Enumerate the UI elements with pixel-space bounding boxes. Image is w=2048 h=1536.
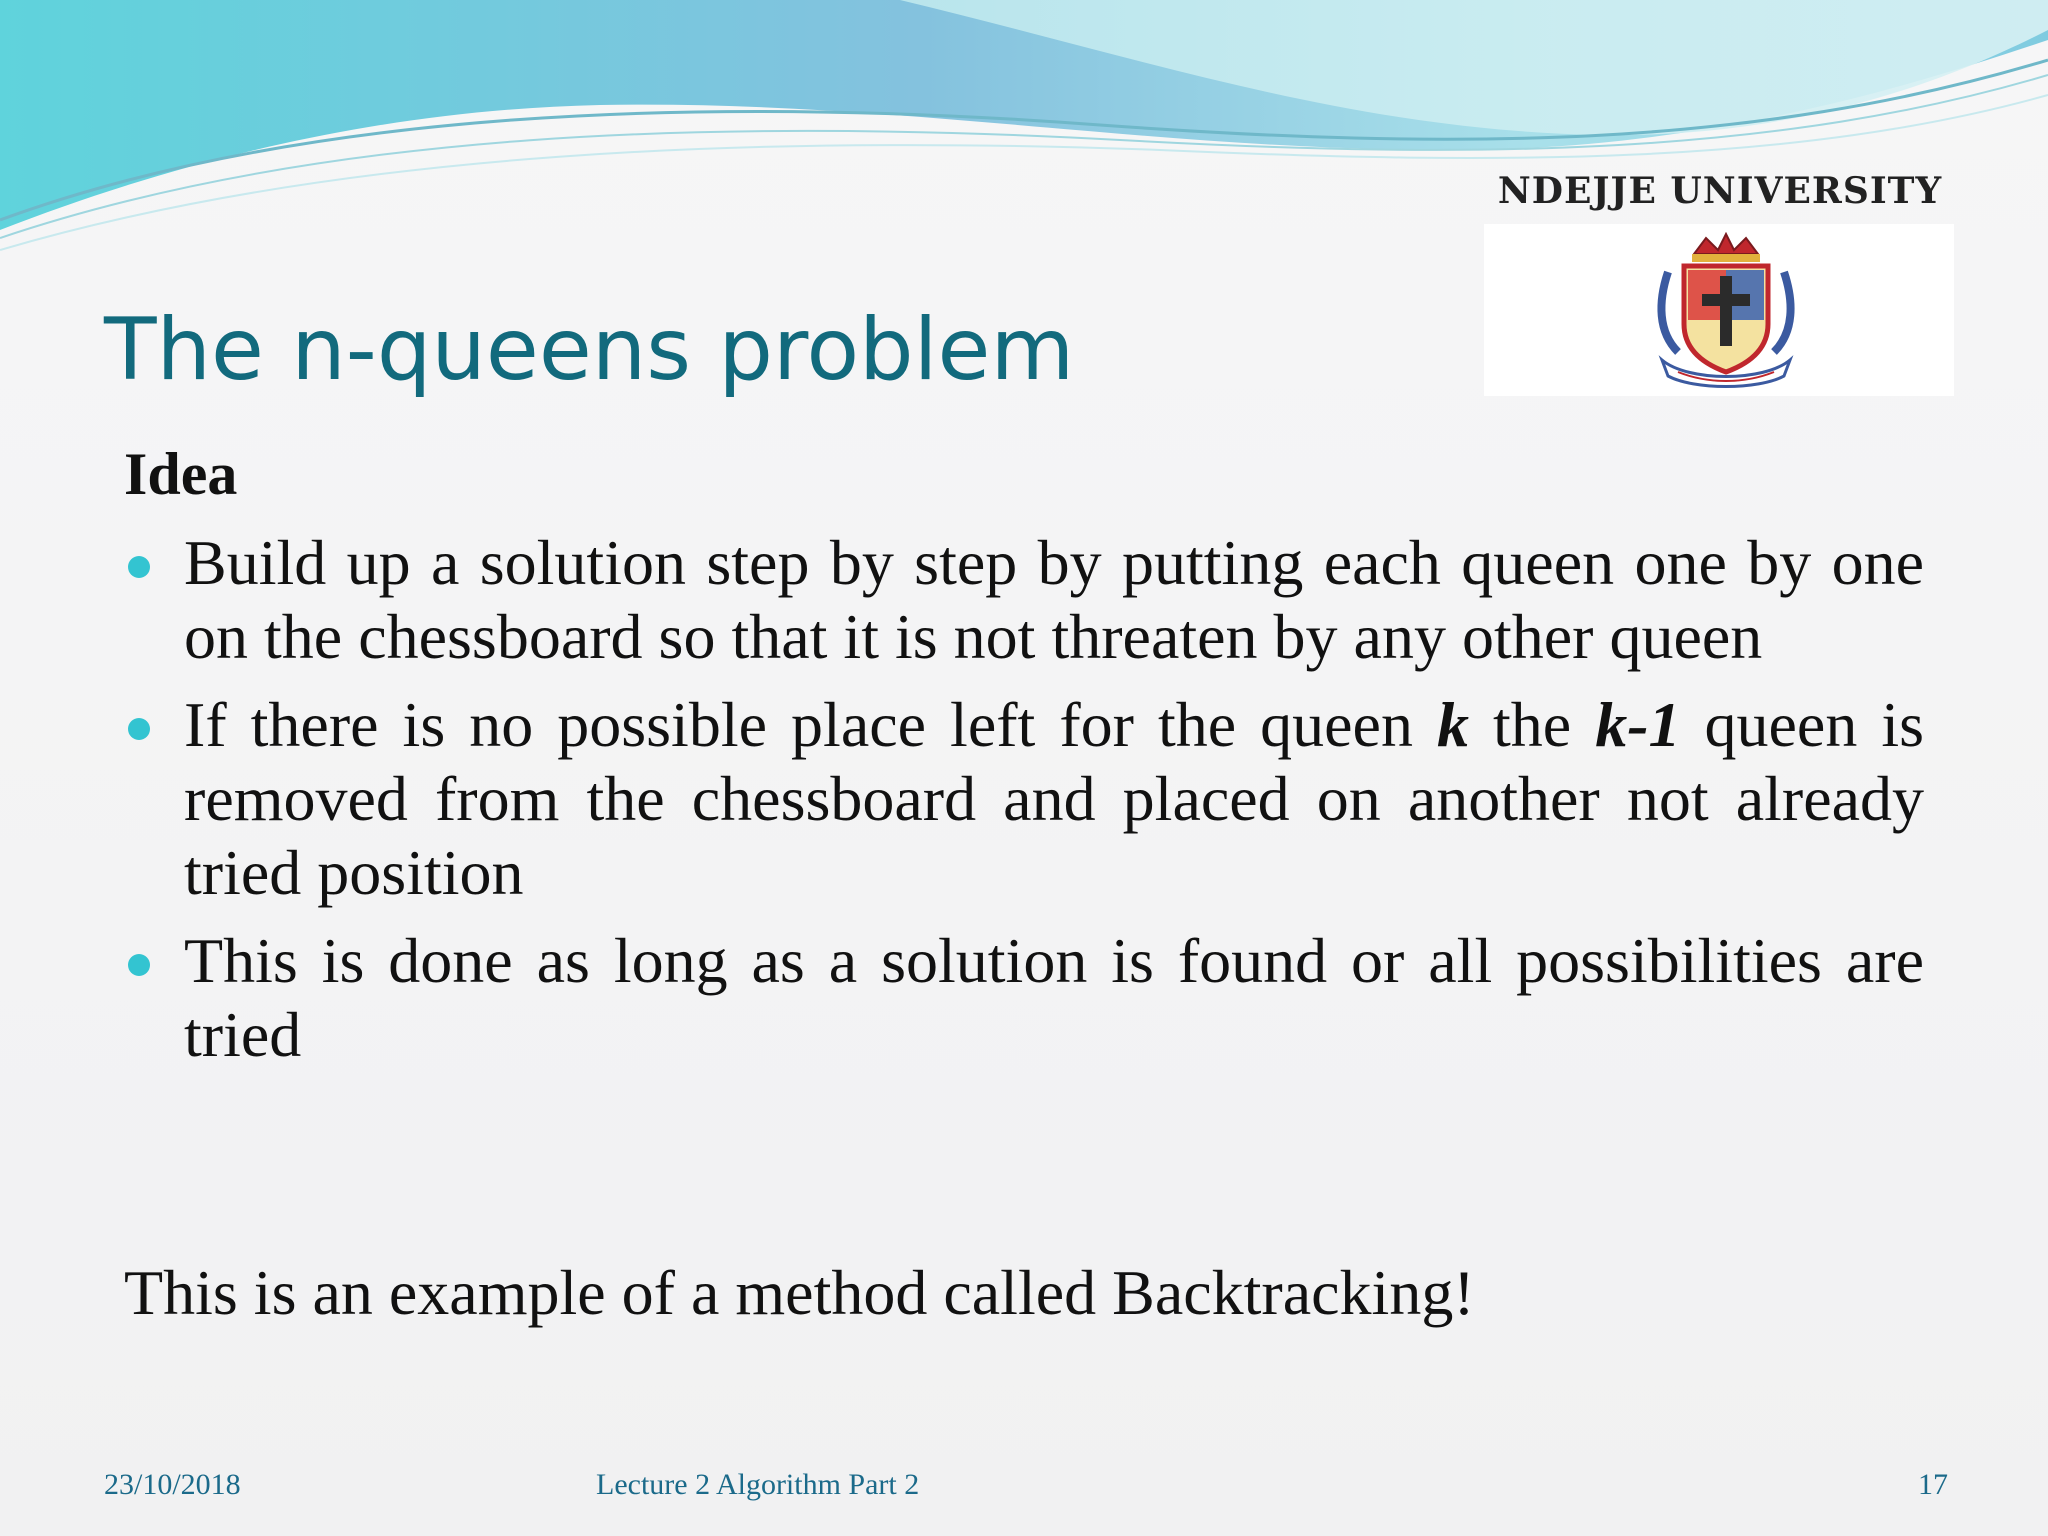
bullet-text-pre: If there is no possible place left for the queen [184,689,1437,760]
conclusion-text: This is an example of a method called Backtracking! [124,1257,1475,1328]
slide-title: The n-queens problem [104,300,1075,400]
university-crest-logo [1648,232,1804,392]
header-wave-decoration [0,0,2048,260]
bullet-dot-icon [128,556,150,578]
bullet-list [128,526,1924,1086]
footer-date: 23/10/2018 [104,1468,241,1501]
bullet-dot-icon [128,954,150,976]
bullet-text-mid: the [1468,689,1596,760]
bullet-text: Build up a solution step by step by putting each queen one by one on the chessboard so that it is not threaten by any other queen [184,527,1924,672]
bullet-dot-icon [128,718,150,740]
bullet-item [128,688,1924,910]
bullet-text: This is done as long as a solution is found or all possibilities are tried [184,925,1924,1070]
bullet-item [128,924,1924,1072]
footer-title: Lecture 2 Algorithm Part 2 [596,1468,920,1501]
page-number: 17 [1918,1468,1948,1501]
emphasis-k-minus-1: k-1 [1595,689,1681,760]
university-name: NDEJJE UNIVERSITY [1497,170,1943,212]
bullet-text-post: queen is removed from the chessboard and placed on another not already tried position [184,689,1925,908]
idea-subheading: Idea [124,441,238,507]
emphasis-k: k [1436,689,1469,760]
bullet-item [128,526,1924,674]
